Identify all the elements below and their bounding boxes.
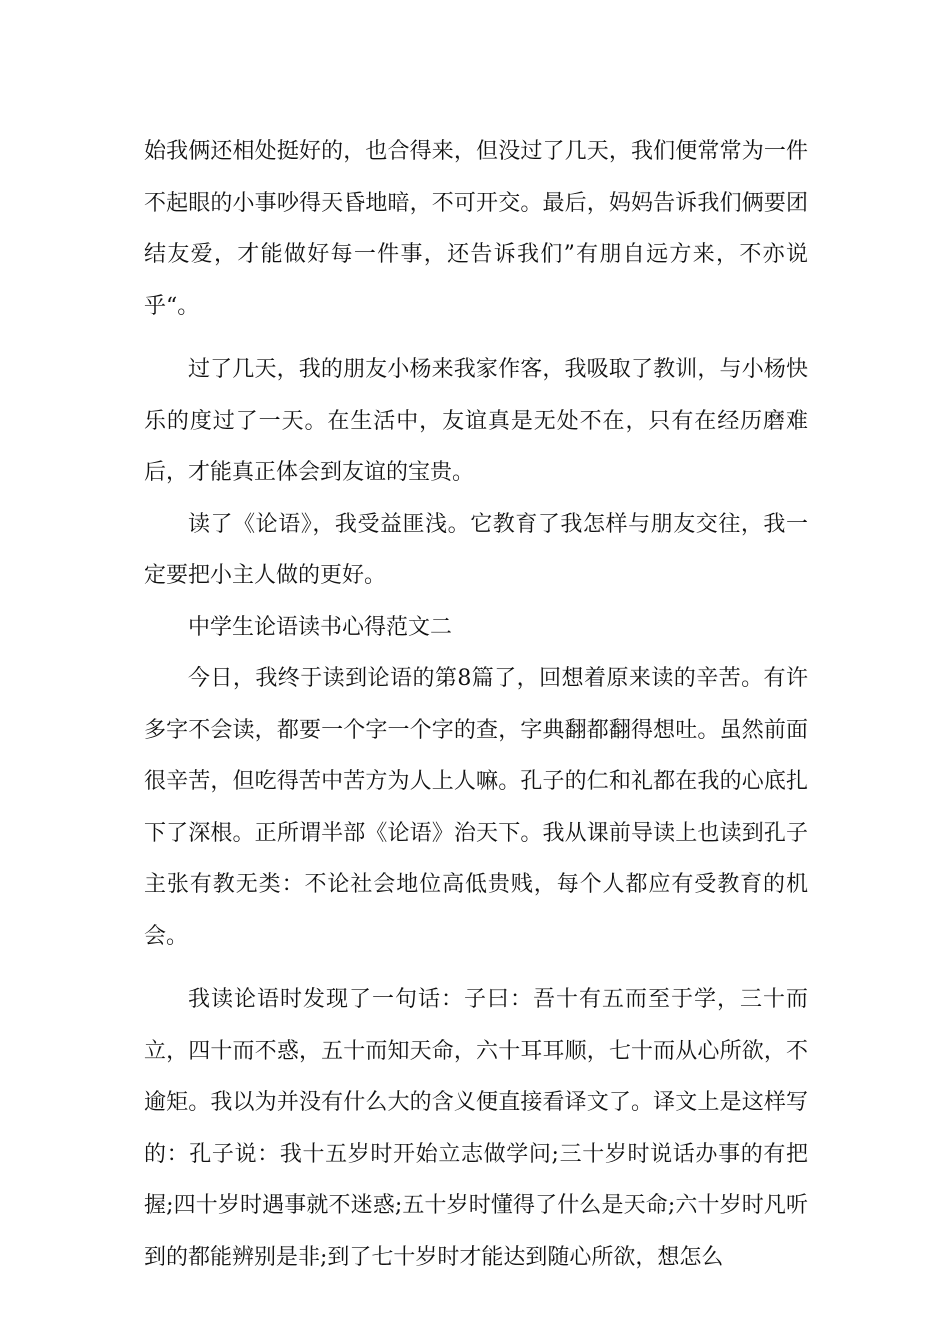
- section-heading: 中学生论语读书心得范文二: [188, 614, 453, 640]
- paragraph-5: 我读论语时发现了一句话：子曰：吾十有五而至于学，三十而立，四十而不惑，五十而知天命，六十耳耳顺，七十而从心所欲，不逾矩。我以为并没有什么大的含义便直接看译文了。译文上是这样写的：孔子说：我十五岁时开始立志做学问;三十岁时说话办事的有把握;四十岁时遇事就不迷惑;五十岁时懂得了什么是天命;六十岁时凡听到的都能辨别是非;到了七十岁时才能达到随心所欲，想怎么: [144, 987, 808, 1270]
- paragraph-2: 过了几天，我的朋友小杨来我家作客，我吸取了教训，与小杨快乐的度过了一天。在生活中，友谊真是无处不在，只有在经历磨难后，才能真正体会到友谊的宝贵。: [144, 357, 808, 485]
- paragraph-3: 读了《论语》，我受益匪浅。它教育了我怎样与朋友交往，我一定要把小主人做的更好。: [144, 511, 808, 588]
- paragraph-1: 始我俩还相处挺好的，也合得来，但没过了几天，我们便常常为一件不起眼的小事吵得天昏地暗，不可开交。最后，妈妈告诉我们俩要团结友爱，才能做好每一件事，还告诉我们”有朋自远方来，不亦说乎“。: [144, 139, 808, 319]
- document-body: [144, 126, 808, 1283]
- paragraph-4: 今日，我终于读到论语的第8篇了，回想着原来读的辛苦。有许多字不会读，都要一个字一个字的查，字典翻都翻得想吐。虽然前面很辛苦，但吃得苦中苦方为人上人嘛。孔子的仁和礼都在我的心底扎下了深根。正所谓半部《论语》治天下。我从课前导读上也读到孔子主张有教无类：不论社会地位高低贵贱，每个人都应有受教育的机会。: [144, 666, 808, 949]
